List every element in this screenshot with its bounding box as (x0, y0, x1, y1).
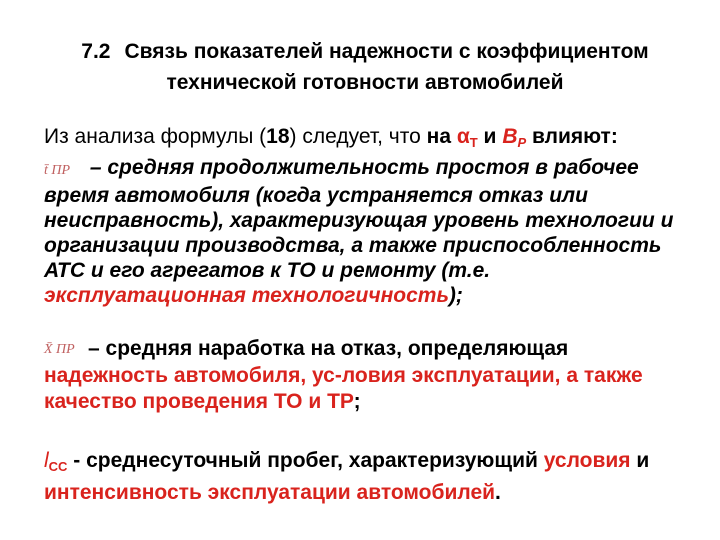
l-symbol: l (44, 449, 49, 472)
and-word: и (477, 125, 503, 148)
x-pr-symbol: X̄ ПР (44, 342, 75, 357)
alpha-subscript: Т (469, 135, 478, 150)
mtbf-highlight: надежность автомобиля, ус-ловия эксплуатации, а также качество проведения ТО и ТР (44, 364, 643, 413)
intro-sentence (44, 125, 618, 148)
downtime-description: – средняя продолжительность простоя в рабочее время автомобиля (когда устраняется отказ или неисправность), характеризующая уровень технологии и организации производства, а также приспособленность АТС и его агрегатов к ТО и ремонту (т.е. (44, 156, 674, 282)
section-number: 7.2 (81, 40, 111, 63)
intro-text-2: ) следует, что (289, 125, 427, 148)
paragraph-daily-mileage (44, 448, 684, 506)
intro-text: Из анализа формулы ( (44, 125, 267, 148)
b-symbol: В (502, 125, 518, 148)
title-line-1 (40, 36, 690, 67)
b-subscript: Р (517, 135, 527, 150)
paragraph-downtime (44, 124, 684, 308)
paragraph-mtbf (44, 336, 684, 415)
downtime-tail: ); (448, 284, 463, 307)
mileage-description: - среднесуточный пробег, характеризующий (67, 449, 544, 472)
formula-ref: 18 (266, 125, 290, 148)
technology-highlight: эксплуатационная технологичность (44, 284, 449, 307)
and-word-2: и (630, 449, 650, 472)
slide-title (40, 36, 690, 98)
mtbf-tail: ; (353, 390, 361, 413)
l-subscript: СС (48, 459, 68, 474)
on-word: на (426, 125, 457, 148)
title-line-2: технической готовности автомобилей (166, 71, 564, 94)
influence-word: влияют: (526, 125, 618, 148)
title-text-1: Связь показателей надежности с коэффициентом (124, 40, 649, 63)
t-pr-symbol: t̄ ПР (44, 163, 71, 178)
alpha-symbol: α (456, 125, 470, 148)
mileage-tail: . (495, 481, 501, 504)
intensity-highlight: интенсивность эксплуатации автомобилей (44, 481, 496, 504)
mtbf-description: – средняя наработка на отказ, определяющая (88, 337, 569, 360)
conditions-word: условия (543, 449, 631, 472)
